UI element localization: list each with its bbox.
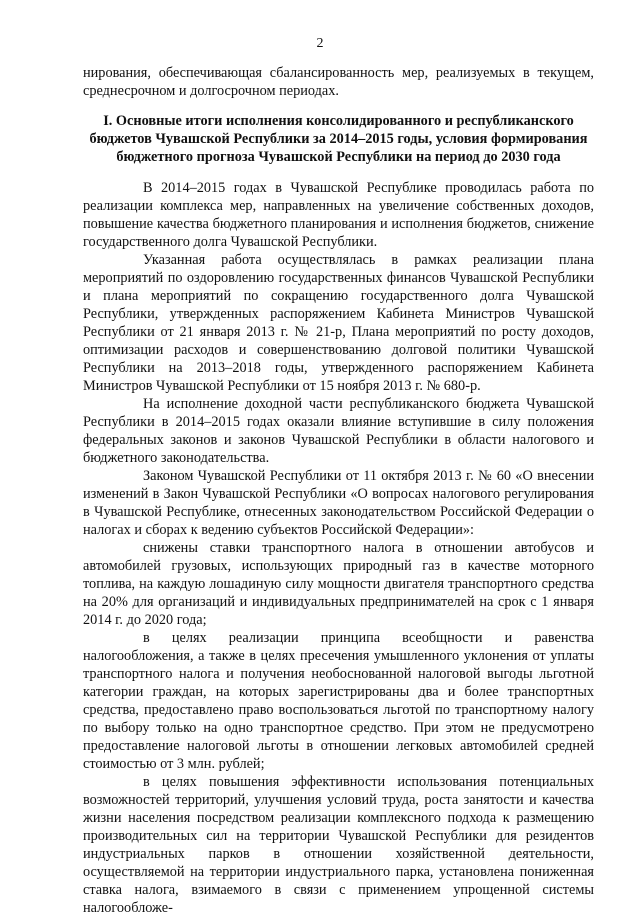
page-number: 2 [316, 36, 324, 51]
paragraph-3: На исполнение доходной части республиканского бюджета Чувашской Республики в 2014–2015 годах оказали влияние вступившие в силу положения федеральных законов и законов Чувашской Республики в области налогового и бюджетного законодательства. [83, 396, 594, 466]
section-body [83, 179, 594, 917]
paragraph-6: в целях реализации принципа всеобщности и равенства налогообложения, а также в целях пресечения умышленного уклонения от уплаты транспортного налога и получения необоснованной налоговой выгоды льготной категории граждан, на которых зарегистрированы два и более транспортных средства, предоставлено право воспользоваться льготой по транспортному налогу по выбору только на одно транспортное средство. При этом не предусмотрено предоставление налоговой льготы в отношении легковых автомобилей средней стоимостью от 3 млн. рублей; [83, 630, 594, 772]
continuation-text: нирования, обеспечивающая сбалансированность мер, реализуемых в текущем, среднесрочном и долгосрочном периодах. [83, 65, 594, 99]
paragraph-1: В 2014–2015 годах в Чувашской Республике проводилась работа по реализации комплекса мер, направленных на увеличение собственных доходов, повышение качества бюджетного планирования и исполнения бюджетов, снижение государственного долга Чувашской Республики. [83, 180, 594, 250]
paragraph-2: Указанная работа осуществлялась в рамках реализации плана мероприятий по оздоровлению государственных финансов Чувашской Республики и плана мероприятий по сокращению государственного долга Чувашской Республики, утвержденных распоряжением Кабинета Министров Чувашской Республики от 21 января 2013 г. № 21-р, Плана мероприятий по росту доходов, оптимизации расходов и совершенствованию долговой политики Чувашской Республики на 2013–2018 годы, утвержденного распоряжением Кабинета Министров Чувашской Республики от 15 ноября 2013 г. № 680-р. [83, 252, 594, 394]
continuation-paragraph [83, 64, 594, 100]
section-title: I. Основные итоги исполнения консолидированного и республиканского бюджетов Чувашской Республики за 2014–2015 годы, условия формирования бюджетного прогноза Чувашской Республики на период до 2030 года [89, 113, 588, 165]
paragraph-4: Законом Чувашской Республики от 11 октября 2013 г. № 60 «О внесении изменений в Закон Чувашской Республики «О вопросах налогового регулирования в Чувашской Республике, отнесенных законодательством Российской Федерации о налогах и сборах к ведению субъектов Российской Федерации»: [83, 468, 594, 538]
paragraph-5: снижены ставки транспортного налога в отношении автобусов и автомобилей грузовых, использующих природный газ в качестве моторного топлива, на каждую лошадиную силу мощности двигателя транспортного средства на 20% для организаций и индивидуальных предпринимателей на срок с 1 января 2014 г. до 2020 года; [83, 540, 594, 628]
paragraph-7: в целях повышения эффективности использования потенциальных возможностей территорий, улучшения условий труда, роста занятости и качества жизни населения посредством реализации комплексного подхода к размещению производительных сил на территории Чувашской Республики для резидентов индустриальных парков в отношении хозяйственной деятельности, осуществляемой на территории индустриального парка, установлена пониженная ставка налога, взимаемого в связи с применением упрощенной системы налогообложе- [83, 774, 594, 916]
